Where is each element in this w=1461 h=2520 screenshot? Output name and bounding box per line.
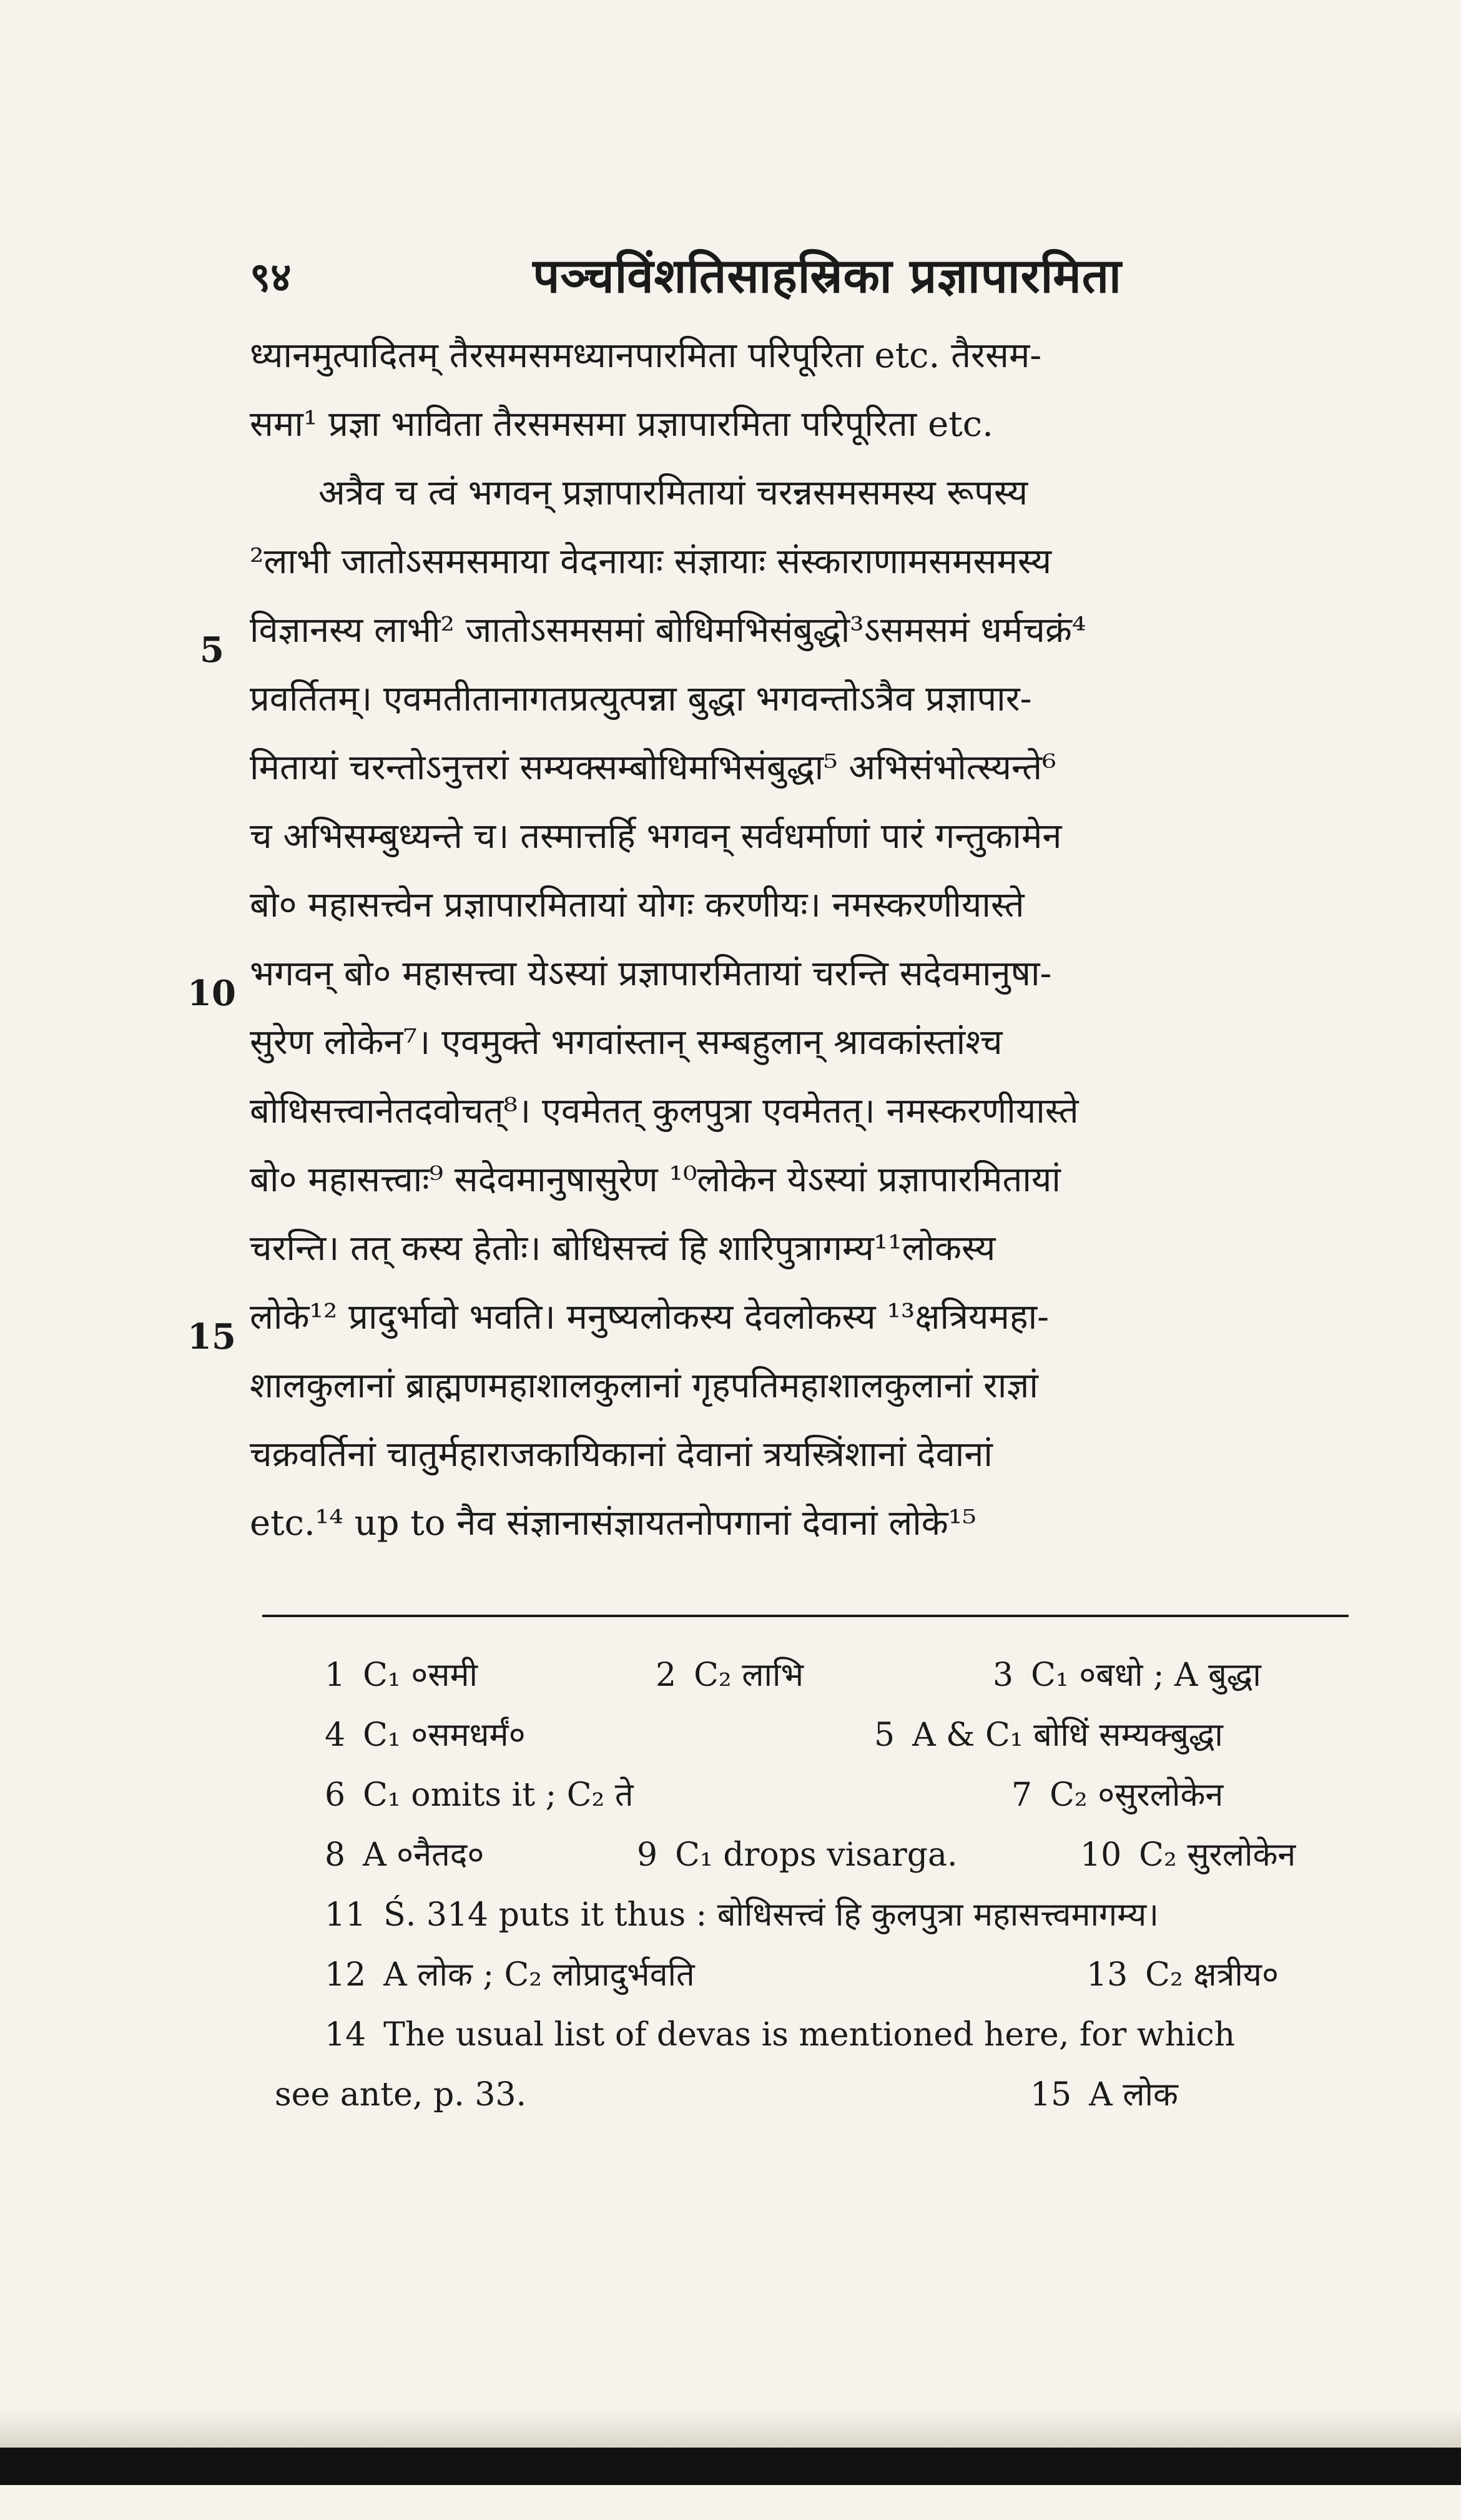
text-line: बोधिसत्त्वानेतदवोचत्⁸। एवमेतत् कुलपुत्रा एवमेतत्। नमस्करणीयास्ते xyxy=(250,1091,1079,1131)
text-line: ध्यानमुत्पादितम् तैरसमसमध्यानपारमिता परिपूरिता etc. तैरसम- xyxy=(250,335,1042,376)
footnote-number: 13 xyxy=(1086,1956,1128,1994)
footnote xyxy=(325,1648,478,1702)
footnote-number: 9 xyxy=(637,1836,658,1874)
footnote-number: 14 xyxy=(325,2016,366,2054)
footnote-number: 7 xyxy=(1011,1776,1033,1814)
text-line: अत्रैव च त्वं भगवन् प्रज्ञापारमितायां चरन्नसमसमस्य रूपस्य xyxy=(318,473,1028,513)
text-line: मितायां चरन्तोऽनुत्तरां सम्यक्सम्बोधिमभिसंबुद्धा⁵ अभिसंभोत्स्यन्ते⁶ xyxy=(250,747,1056,788)
text-line: च अभिसम्बुध्यन्ते च। तस्मात्तर्हि भगवन् सर्वधर्माणां पारं गन्तुकामेन xyxy=(250,816,1062,857)
footnote-text: C₁ ०बधो ; A बुद्धा xyxy=(1031,1656,1261,1694)
text-line: सुरेण लोकेन⁷। एवमुक्ते भगवांस्तान् सम्बहुलान् श्रावकांस्तांश्च xyxy=(250,1022,1003,1063)
footnote-text: C₂ सुरलोकेन xyxy=(1139,1836,1296,1874)
footnote-text: see ante, p. 33. xyxy=(275,2076,527,2114)
text-line: भगवन् बो० महासत्त्वा येऽस्यां प्रज्ञापारमितायां चरन्ति सदेवमानुषा- xyxy=(250,953,1052,994)
footnote xyxy=(993,1648,1261,1702)
text-line: etc.¹⁴ up to नैव संज्ञानासंज्ञायतनोपगानां देवानां लोके¹⁵ xyxy=(250,1503,976,1543)
footnote xyxy=(325,1708,526,1762)
footnote-text: The usual list of devas is mentioned here, for which xyxy=(383,2016,1236,2054)
text-line: समा¹ प्रज्ञा भाविता तैरसमसमा प्रज्ञापारमिता परिपूरिता etc. xyxy=(250,404,993,445)
text-line: शालकुलानां ब्राह्मणमहाशालकुलानां गृहपतिमहाशालकुलानां राज्ञां xyxy=(250,1366,1038,1406)
footnote-text: A लोक xyxy=(1089,2076,1178,2114)
running-title: पञ्चविंशतिसाहस्रिका प्रज्ञापारमिता xyxy=(533,248,1122,303)
footnote xyxy=(325,1768,634,1822)
page-number: ९४ xyxy=(250,254,292,301)
footnote xyxy=(325,1828,484,1882)
footnote xyxy=(1086,1948,1279,2002)
footnote xyxy=(656,1648,804,1702)
line-number: 10 xyxy=(187,973,236,1014)
footnote-text: A ०नैतद० xyxy=(363,1836,485,1874)
footnote-text: Ś. 314 puts it thus : बोधिसत्त्वं हि कुलपुत्रा महासत्त्वमागम्य। xyxy=(383,1896,1159,1934)
text-line: बो० महासत्त्वाः⁹ सदेवमानुषासुरेण ¹⁰लोकेन येऽस्यां प्रज्ञापारमितायां xyxy=(250,1159,1061,1200)
footnote-number: 15 xyxy=(1030,2076,1072,2114)
footnote xyxy=(325,2008,1235,2062)
line-number: 15 xyxy=(187,1316,236,1357)
footnote xyxy=(325,1888,1159,1942)
footnote-number: 1 xyxy=(325,1656,346,1694)
footnote-number: 4 xyxy=(325,1716,346,1754)
footnote xyxy=(1011,1768,1223,1822)
footnote-text: C₂ ०सुरलोकेन xyxy=(1050,1776,1224,1814)
footnote-rule xyxy=(262,1615,1349,1617)
footnote-text: A & C₁ बोधिं सम्यक्बुद्धा xyxy=(912,1716,1223,1754)
footnote-number: 5 xyxy=(874,1716,895,1754)
footnote-number: 11 xyxy=(325,1896,366,1934)
footnote-number: 6 xyxy=(325,1776,346,1814)
footnote-number: 3 xyxy=(993,1656,1014,1694)
footnote xyxy=(325,1948,695,2002)
footnote xyxy=(1030,2068,1178,2122)
line-number: 5 xyxy=(200,629,224,671)
scan-shadow xyxy=(0,2410,1461,2448)
text-line: लोके¹² प्रादुर्भावो भवति। मनुष्यलोकस्य देवलोकस्य ¹³क्षत्रियमहा- xyxy=(250,1297,1050,1337)
footnote xyxy=(1080,1828,1296,1882)
footnote-text: C₁ omits it ; C₂ ते xyxy=(363,1776,634,1814)
footnote xyxy=(275,2068,526,2122)
scan-edge-bar xyxy=(0,2448,1461,2485)
page-header xyxy=(0,242,1461,317)
footnote-number: 2 xyxy=(656,1656,677,1694)
footnote-number: 10 xyxy=(1080,1836,1122,1874)
footnote xyxy=(637,1828,958,1882)
footnote-number: 8 xyxy=(325,1836,346,1874)
text-line: चक्रवर्तिनां चातुर्महाराजकायिकानां देवानां त्रयस्त्रिंशानां देवानां xyxy=(250,1434,993,1475)
footnote-text: C₁ ०समी xyxy=(363,1656,478,1694)
text-line: प्रवर्तितम्। एवमतीतानागतप्रत्युत्पन्ना बुद्धा भगवन्तोऽत्रैव प्रज्ञापार- xyxy=(250,679,1032,719)
text-line: बो० महासत्त्वेन प्रज्ञापारमितायां योगः करणीयः। नमस्करणीयास्ते xyxy=(250,885,1025,925)
footnote-text: C₁ drops visarga. xyxy=(675,1836,958,1874)
text-line: चरन्ति। तत् कस्य हेतोः। बोधिसत्त्वं हि शारिपुत्रागम्य¹¹लोकस्य xyxy=(250,1228,996,1269)
footnote xyxy=(874,1708,1223,1762)
footnote-text: C₂ लाभि xyxy=(694,1656,804,1694)
footnote-text: C₂ क्षत्रीय० xyxy=(1145,1956,1279,1994)
footnote-number: 12 xyxy=(325,1956,366,1994)
footnote-text: A लोक ; C₂ लोप्रादुर्भवति xyxy=(383,1956,695,1994)
text-line: विज्ञानस्य लाभी² जातोऽसमसमां बोधिमभिसंबुद्धो³ऽसमसमं धर्मचक्रं⁴ xyxy=(250,610,1086,651)
footnote-text: C₁ ०समधर्मं० xyxy=(363,1716,526,1754)
text-line: ²लाभी जातोऽसमसमाया वेदनायाः संज्ञायाः संस्काराणामसमसमस्य xyxy=(250,541,1052,582)
